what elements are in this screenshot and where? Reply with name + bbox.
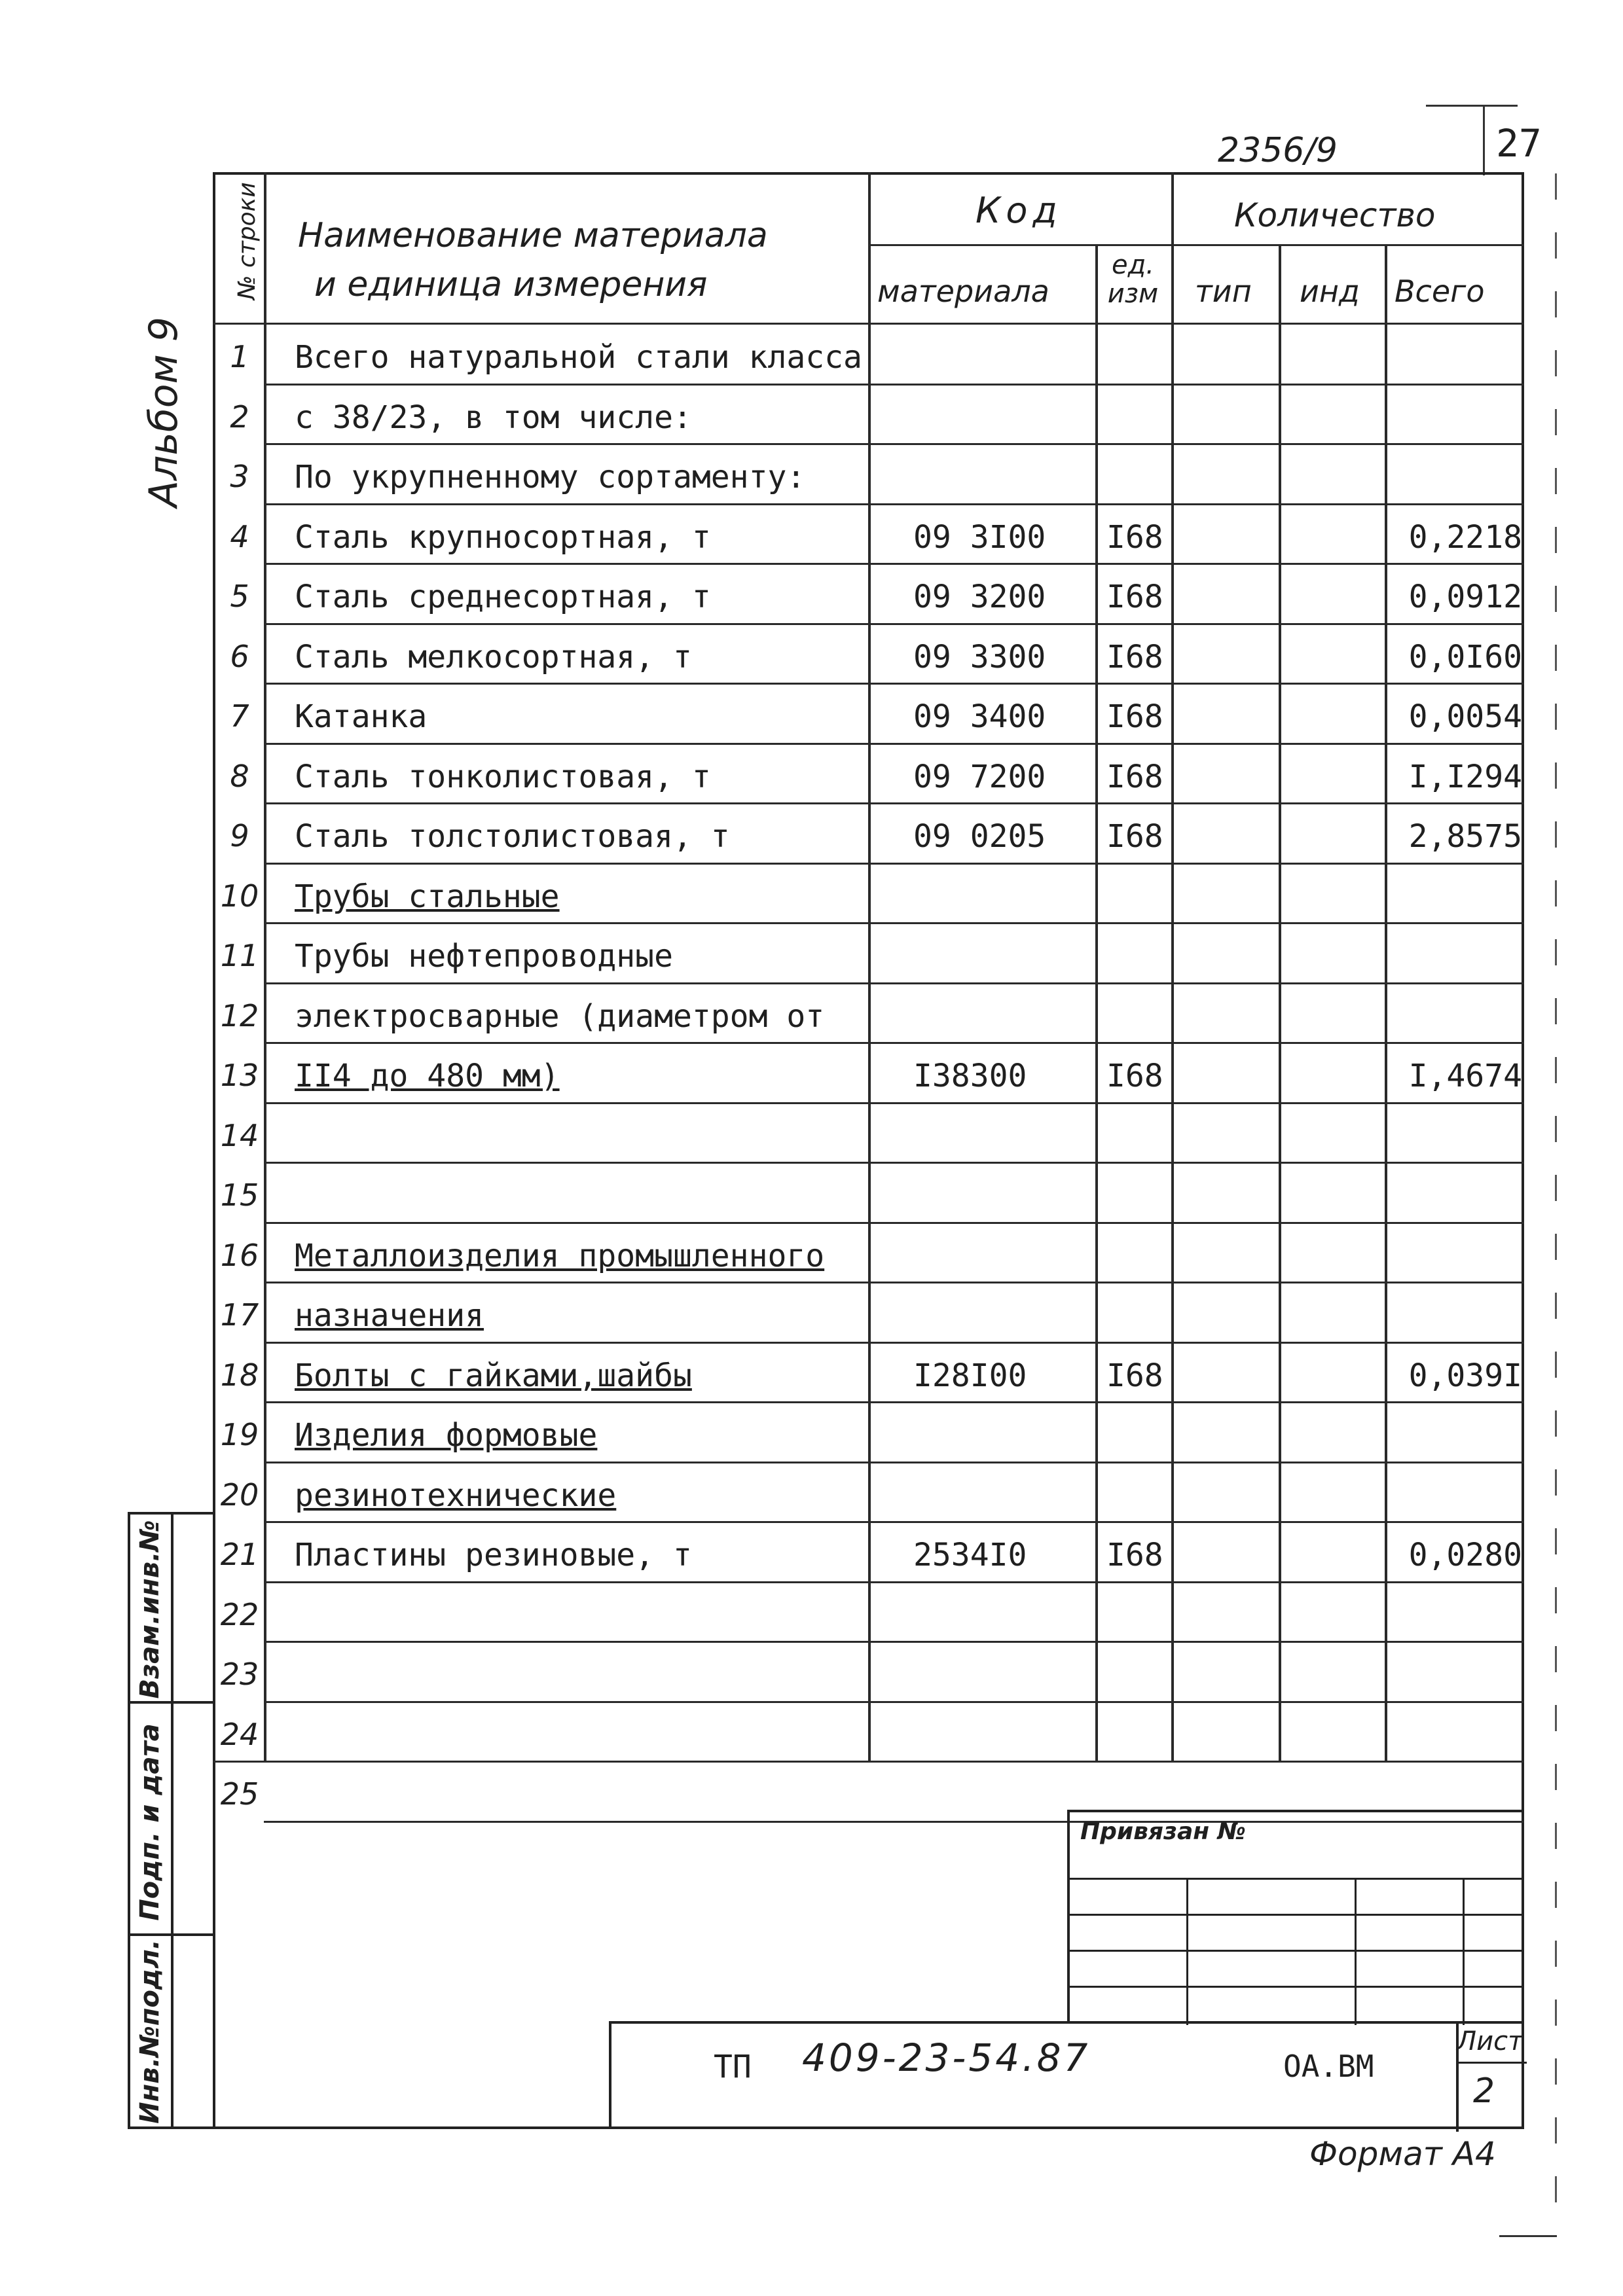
- row-number: 3: [230, 459, 249, 494]
- row-number: 16: [220, 1237, 259, 1273]
- row-total-qty: 0,0054: [1408, 698, 1522, 735]
- row-total-qty: 0,2218: [1408, 518, 1522, 556]
- row-number: 6: [230, 638, 249, 674]
- row-separator: [264, 982, 1524, 984]
- row-number: 17: [220, 1297, 259, 1333]
- col-line-unit: [1171, 172, 1174, 1763]
- row-number: 8: [230, 758, 249, 794]
- row-number: 12: [220, 997, 259, 1033]
- stamp-inv-label: Инв.№подл.: [135, 1939, 165, 2124]
- row-material-code: 09 0205: [913, 818, 1046, 855]
- row-separator: [264, 1162, 1524, 1164]
- col-line-type: [1279, 244, 1281, 1763]
- sheet-number-top: 27: [1496, 121, 1542, 166]
- row-number: 1: [230, 339, 249, 374]
- title-mark: ОА.ВМ: [1283, 2049, 1374, 2084]
- row-number: 4: [230, 518, 249, 554]
- table-body-bottom: [213, 1761, 1524, 1763]
- top-right-bracket-v: [1483, 107, 1485, 175]
- stamp-podp-label: Подп. и дата: [135, 1723, 165, 1921]
- row-material-code: 09 3I00: [913, 518, 1046, 556]
- row-material-name: Болты с гайками,шайбы: [295, 1357, 692, 1394]
- row-separator: [264, 623, 1524, 625]
- header-qty-group: Количество: [1234, 196, 1436, 234]
- row-unit-code: I68: [1106, 818, 1163, 855]
- row-number: 22: [220, 1596, 259, 1632]
- row-number: 25: [220, 1776, 259, 1812]
- row-total-qty: I,I294: [1408, 758, 1522, 795]
- row-material-name: Пластины резиновые, т: [295, 1537, 692, 1573]
- title-list-number: 2: [1473, 2072, 1495, 2111]
- row-material-name: Сталь мелкосортная, т: [295, 638, 692, 675]
- format-label: Формат А4: [1309, 2135, 1496, 2173]
- right-margin-line: [1555, 173, 1557, 2235]
- header-name-line1: Наименование материала: [298, 216, 768, 255]
- col-line-name: [868, 172, 871, 1763]
- col-line-num: [264, 172, 266, 1763]
- stamp-vzam-label: Взам.инв.№: [135, 1520, 165, 1699]
- row-separator: [264, 1401, 1524, 1403]
- title-list-label: Лист: [1457, 2026, 1523, 2056]
- row-number: 21: [220, 1537, 259, 1572]
- header-code-group: Код: [976, 190, 1063, 231]
- row-number: 18: [220, 1357, 259, 1393]
- row-separator: [264, 1701, 1524, 1703]
- row-number: 5: [230, 579, 249, 614]
- row-material-name: Изделия формовые: [295, 1417, 598, 1454]
- row-total-qty: 0,0280: [1408, 1537, 1522, 1573]
- row-unit-code: I68: [1106, 1537, 1163, 1573]
- row-number: 20: [220, 1477, 259, 1513]
- row-material-name: назначения: [295, 1297, 484, 1334]
- row-number: 15: [220, 1177, 259, 1213]
- row-material-code: 09 3200: [913, 579, 1046, 615]
- row-number: 14: [220, 1117, 259, 1153]
- header-row-num: № строки: [234, 182, 261, 300]
- row-unit-code: I68: [1106, 638, 1163, 675]
- row-separator: [264, 1222, 1524, 1224]
- row-material-name: II4 до 480 мм): [295, 1058, 560, 1094]
- row-material-code: I38300: [913, 1058, 1027, 1094]
- row-number: 23: [220, 1657, 259, 1692]
- header-name-line2: и единица измерения: [314, 265, 708, 304]
- row-separator: [264, 1102, 1524, 1104]
- row-total-qty: 0,0I60: [1408, 638, 1522, 675]
- row-separator: [264, 443, 1524, 445]
- row-material-code: 09 3400: [913, 698, 1046, 735]
- row-material-name: По укрупненному сортаменту:: [295, 459, 806, 495]
- title-tp: ТП: [714, 2049, 752, 2085]
- row-separator: [264, 1462, 1524, 1463]
- row-total-qty: 0,0912: [1408, 579, 1522, 615]
- row-number: 7: [230, 698, 249, 734]
- row-number: 9: [230, 818, 249, 853]
- row-material-name: с 38/23, в том числе:: [295, 399, 692, 436]
- row-material-name: Сталь среднесортная, т: [295, 579, 711, 615]
- row-separator: [264, 1282, 1524, 1283]
- row-material-name: Всего натуральной стали класса: [295, 339, 862, 376]
- row-separator: [264, 1042, 1524, 1044]
- header-qty-ind: инд: [1300, 274, 1360, 309]
- row-unit-code: I68: [1106, 698, 1163, 735]
- row-material-name: Сталь тонколистовая, т: [295, 758, 711, 795]
- header-code-material: материала: [877, 274, 1049, 309]
- row-material-code: 2534I0: [913, 1537, 1027, 1573]
- album-label: Альбом 9: [141, 317, 187, 507]
- row-separator: [264, 743, 1524, 745]
- top-right-bracket: [1426, 105, 1518, 107]
- header-qty-total: Всего: [1395, 274, 1485, 309]
- row-material-code: 09 3300: [913, 638, 1046, 675]
- row-unit-code: I68: [1106, 579, 1163, 615]
- col-line-ind: [1385, 244, 1387, 1763]
- row-number: 13: [220, 1058, 259, 1093]
- row-material-name: Металлоизделия промышленного: [295, 1237, 825, 1274]
- row-separator: [264, 1641, 1524, 1643]
- privyazan-label: Привязан №: [1080, 1818, 1246, 1845]
- header-qty-type: тип: [1195, 274, 1252, 309]
- row-unit-code: I68: [1106, 758, 1163, 795]
- header-sub-line-code: [869, 244, 1524, 246]
- row-separator: [264, 503, 1524, 505]
- row-separator: [264, 683, 1524, 685]
- row-material-code: 09 7200: [913, 758, 1046, 795]
- doc-inventory-number: 2356/9: [1218, 131, 1338, 170]
- row-separator: [264, 863, 1524, 865]
- row-total-qty: 0,039I: [1408, 1357, 1522, 1394]
- row-separator: [264, 1521, 1524, 1523]
- row-material-name: электросварные (диаметром от: [295, 997, 825, 1035]
- row-number: 2: [230, 399, 249, 435]
- row-unit-code: I68: [1106, 518, 1163, 556]
- row-separator: [264, 802, 1524, 804]
- row-material-name: резинотехнические: [295, 1477, 617, 1514]
- row-separator: [264, 922, 1524, 924]
- row-unit-code: I68: [1106, 1058, 1163, 1094]
- row-separator: [264, 1342, 1524, 1344]
- row-number: 24: [220, 1716, 259, 1752]
- row-total-qty: 2,8575: [1408, 818, 1522, 855]
- row-material-code: I28I00: [913, 1357, 1027, 1394]
- header-code-unit: ед. изм: [1107, 250, 1159, 309]
- row-unit-code: I68: [1106, 1357, 1163, 1394]
- row-number: 19: [220, 1417, 259, 1452]
- row-number: 10: [220, 878, 259, 914]
- row-material-name: Трубы стальные: [295, 878, 560, 915]
- row-separator: [264, 1581, 1524, 1583]
- row-material-name: Трубы нефтепроводные: [295, 938, 673, 975]
- row-material-name: Сталь толстолистовая, т: [295, 818, 730, 855]
- title-doc-code: 409-23-54.87: [802, 2036, 1091, 2080]
- bottom-right-corner: [1499, 2235, 1557, 2237]
- row-material-name: Сталь крупносортная, т: [295, 518, 711, 556]
- row-total-qty: I,4674: [1408, 1058, 1522, 1094]
- row-separator: [264, 563, 1524, 565]
- row-number: 11: [220, 938, 259, 973]
- row-material-name: Катанка: [295, 698, 428, 735]
- col-line-code: [1095, 244, 1098, 1763]
- row-separator: [264, 384, 1524, 386]
- side-stamp: [128, 1512, 215, 2129]
